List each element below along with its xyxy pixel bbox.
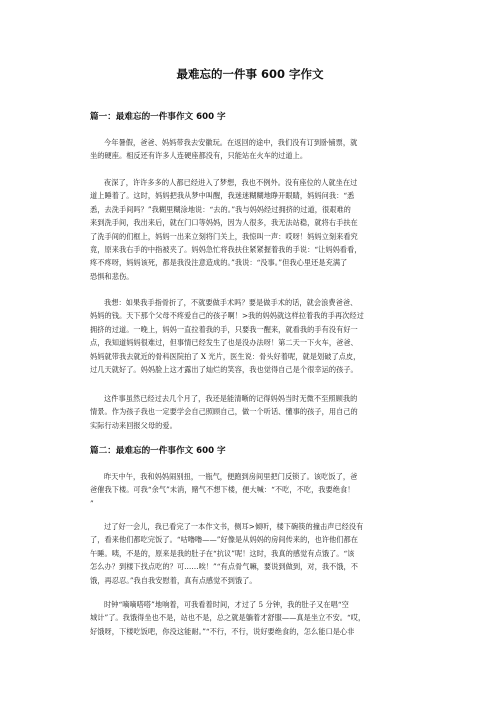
document-title: 最难忘的一件事 600 字作文 xyxy=(176,67,324,81)
paragraph xyxy=(90,470,420,510)
paragraph xyxy=(90,176,420,283)
paragraph-line: 午睡。咦，不是的，原来是我的肚子在“抗议”呢！这时，我真的感觉有点饿了。“该 xyxy=(90,548,355,558)
paragraph-line: 夜深了，许许多多的人都已经进入了梦想，我也不例外。没有座位的人就坐在过 xyxy=(104,178,358,187)
paragraph xyxy=(90,598,420,638)
paragraph-line: 来到洗手间，我出来后，就在门口等妈妈，因为人很多，我无法站稳，就将右手扶在 xyxy=(90,218,358,228)
paragraph-line: 悉，去洗手间吗？”我糊里糊涂地说：“去的。”我与妈妈经过拥挤的过道，很艰难的 xyxy=(90,204,351,214)
paragraph-line: ” xyxy=(90,498,94,508)
paragraph-line: 坐的硬座。相反还有许多人连硬座都没有，只能站在火车的过道上。 xyxy=(90,151,308,161)
paragraph-line: 竟，原来我右手的中指被夹了。妈妈急忙将我扶住紧紧握着我的手说：“让妈妈看看， xyxy=(90,245,362,255)
paragraph-line: 拥挤的过道。一晚上，妈妈一直拉着我的手，只要我一醒来，就看我的手有没有好一 xyxy=(90,324,358,334)
paragraph-line: 爸催我下楼。可我“余气”未消，赌气不想下楼，便大喊：“不吃，不吃，我要绝食！ xyxy=(90,485,355,495)
paragraph-line: 城计”了。我饿得坐也不是，站也不是，总之就是躺着才舒服——真是坐立不安。“哎， xyxy=(90,613,366,623)
paragraph-line: 情景。作为孩子我也一定要学会自己照顾自己，做一个听话、懂事的孩子，用自己的 xyxy=(90,407,358,417)
paragraph-line: 我想：如果我手指骨折了，不就要做手术吗？要是做手术的话，就会浪费爸爸、 xyxy=(104,298,358,307)
paragraph-line: 实际行动来回报父母的爱。 xyxy=(90,420,177,430)
paragraph-line: 道上睡着了。这时，妈妈把我从梦中叫醒，我迷迷糊糊地睁开眼睛，妈妈问我：“悉 xyxy=(90,191,355,201)
paragraph xyxy=(90,296,420,376)
paragraph-line: 今年暑假，爸爸、妈妈带我去安徽玩。在返回的途中，我们没有订到卧铺票，就 xyxy=(104,138,358,147)
paragraph-line: 了，看来他们都吃完饭了。“咕噜噜——”好像是从妈妈的房间传来的，也许他们都在 xyxy=(90,535,359,545)
paragraph-line: 过几天就好了。妈妈脸上这才露出了灿烂的笑容，我也觉得自己是个很幸运的孩子。 xyxy=(90,365,358,375)
section-heading-2: 篇二：最难忘的一件事作文 600 字 xyxy=(90,446,226,456)
paragraph-line: 妈妈的钱。天下那个父母不疼爱自己的孩子啊！>我的妈妈就这样拉着我的手再次经过 xyxy=(90,311,364,321)
paragraph xyxy=(90,392,420,432)
paragraph-line: 点，我知道妈妈很难过，但事情已经发生了也是没办法呀！第二天一下火车，爸爸、 xyxy=(90,338,358,348)
paragraph-line: 妈妈就带我去就近的骨科医院拍了 X 光片，医生说：骨头好着呢，就是划破了点皮， xyxy=(90,351,361,361)
paragraph-line: 怎么办？到楼下找点吃的？可……唉！”“有点骨气嘛，要说到做到，对，我不饿，不 xyxy=(90,562,359,572)
paragraph-line: 时钟“嘀嘀嗒嗒”地响着，可我看着时间，才过了 5 分钟，我的肚子又在唱“空 xyxy=(104,600,349,609)
section-heading-1: 篇一：最难忘的一件事作文 600 字 xyxy=(90,112,226,122)
paragraph-line: 好饿呀，下楼吃饭吧，你没这能耐。”“不行，不行，说好要绝食的，怎么能口是心非 xyxy=(90,626,355,636)
paragraph-line: 昨天中午，我和妈妈闹别扭，一瓶气，便跑到房间里把门反锁了。该吃饭了，爸 xyxy=(104,472,358,481)
paragraph-line: 这件事虽然已经过去几个月了，我还是能清晰的记得妈妈当时无微不至照顾我的 xyxy=(104,394,358,403)
paragraph-line: 饿，再忍忍。”我自我安慰着，真有点感觉不到饿了。 xyxy=(90,575,257,585)
paragraph xyxy=(90,136,420,163)
paragraph-line: 疼不疼呀，妈妈该死，都是我没注意造成的。”我说：“没事。”但我心里还是充满了 xyxy=(90,258,348,268)
paragraph-line: 恐惧和悲伤。 xyxy=(90,271,134,281)
paragraph xyxy=(90,520,420,587)
paragraph-line: 了洗手间的们框上，妈妈一出来立刻将门关上，我惊叫一声：哎呀！妈妈立刻来看究 xyxy=(90,231,358,241)
paragraph-line: 过了好一会儿，我已看完了一本作文书，侧耳>倾听，楼下碗筷的撞击声已经没有 xyxy=(104,522,364,531)
